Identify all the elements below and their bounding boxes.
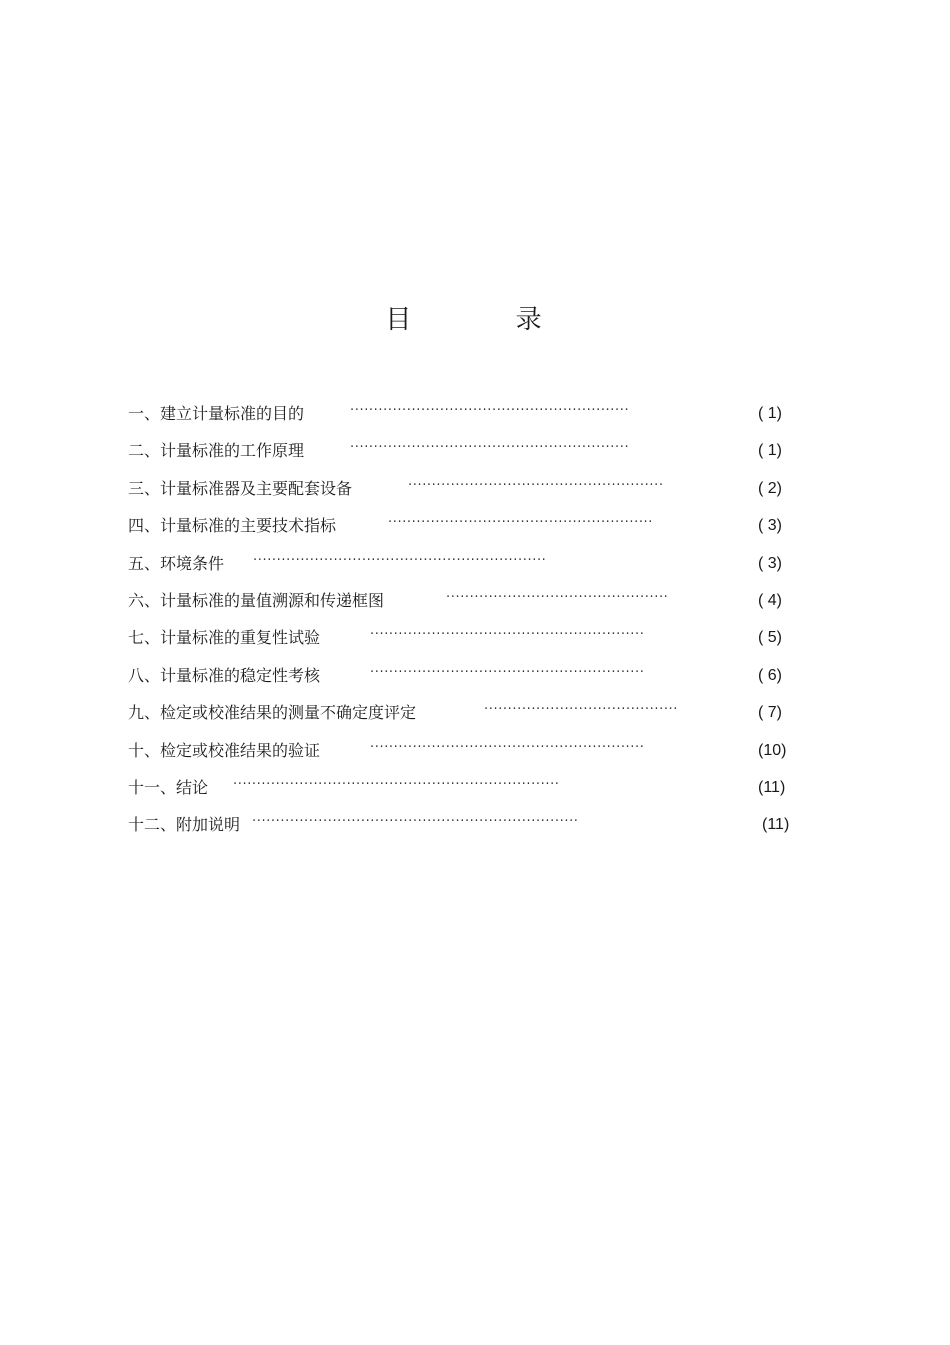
toc-leader-dots: ······························································ [253,552,547,568]
toc-page-number: ( 1) [758,405,782,422]
toc-page-number: ( 5) [758,629,782,647]
toc-entry[interactable] [128,545,808,582]
toc-list [128,395,808,844]
toc-page-number: (10) [758,741,787,759]
toc-leader-dots: ························································ [388,515,654,531]
toc-entry[interactable] [128,694,808,731]
toc-entry-label: 八、计量标准的稳定性考核 [128,665,321,685]
toc-entry-label: 十、检定或校准结果的验证 [128,740,321,760]
toc-entry-label: 九、检定或校准结果的测量不确定度评定 [128,703,417,723]
toc-entry-label: 五、环境条件 [128,553,225,573]
toc-leader-dots: ····································································· [252,814,579,830]
toc-entry[interactable] [128,769,808,806]
toc-leader-dots: ····································································· [233,776,560,792]
toc-entry-label: 三、计量标准器及主要配套设备 [128,478,353,498]
toc-entry-label: 二、计量标准的工作原理 [128,441,305,461]
toc-page-number: ( 2) [758,479,782,497]
toc-page-number: ( 6) [758,666,782,684]
toc-entry[interactable] [128,395,808,432]
toc-entry-label: 四、计量标准的主要技术指标 [128,516,337,536]
toc-entry[interactable] [128,432,808,469]
toc-page-number: ( 4) [758,591,782,609]
toc-leader-dots: ··························································· [350,403,630,418]
toc-page-number: ( 7) [758,704,782,722]
toc-leader-dots: ·························································· [370,627,645,643]
page-title: 目 录 [385,305,590,335]
toc-entry-label: 六、计量标准的量值溯源和传递框图 [128,590,385,610]
toc-entry[interactable] [128,507,808,544]
toc-page-number: ( 1) [758,442,782,460]
toc-leader-dots: ······················································ [408,477,664,493]
toc-entry-label: 一、建立计量标准的目的 [128,404,305,423]
toc-entry[interactable] [128,732,808,769]
toc-entry[interactable] [128,582,808,619]
toc-leader-dots: ·························································· [370,664,645,680]
toc-leader-dots: ········································· [484,702,679,718]
toc-entry-label: 十一、结论 [128,777,209,797]
toc-leader-dots: ··························································· [350,440,630,456]
toc-leader-dots: ··············································· [446,589,669,605]
toc-leader-dots: ·························································· [370,739,645,755]
toc-entry-label: 十二、附加说明 [128,815,241,835]
toc-entry[interactable] [128,470,808,507]
toc-page-number: ( 3) [758,517,782,535]
toc-entry[interactable] [128,619,808,656]
toc-entry-label: 七、计量标准的重复性试验 [128,628,321,648]
toc-page-number: (11) [758,778,786,796]
toc-page-number: (11) [762,816,790,834]
toc-entry[interactable] [128,806,808,843]
toc-page-number: ( 3) [758,554,782,572]
toc-entry[interactable] [128,657,808,694]
